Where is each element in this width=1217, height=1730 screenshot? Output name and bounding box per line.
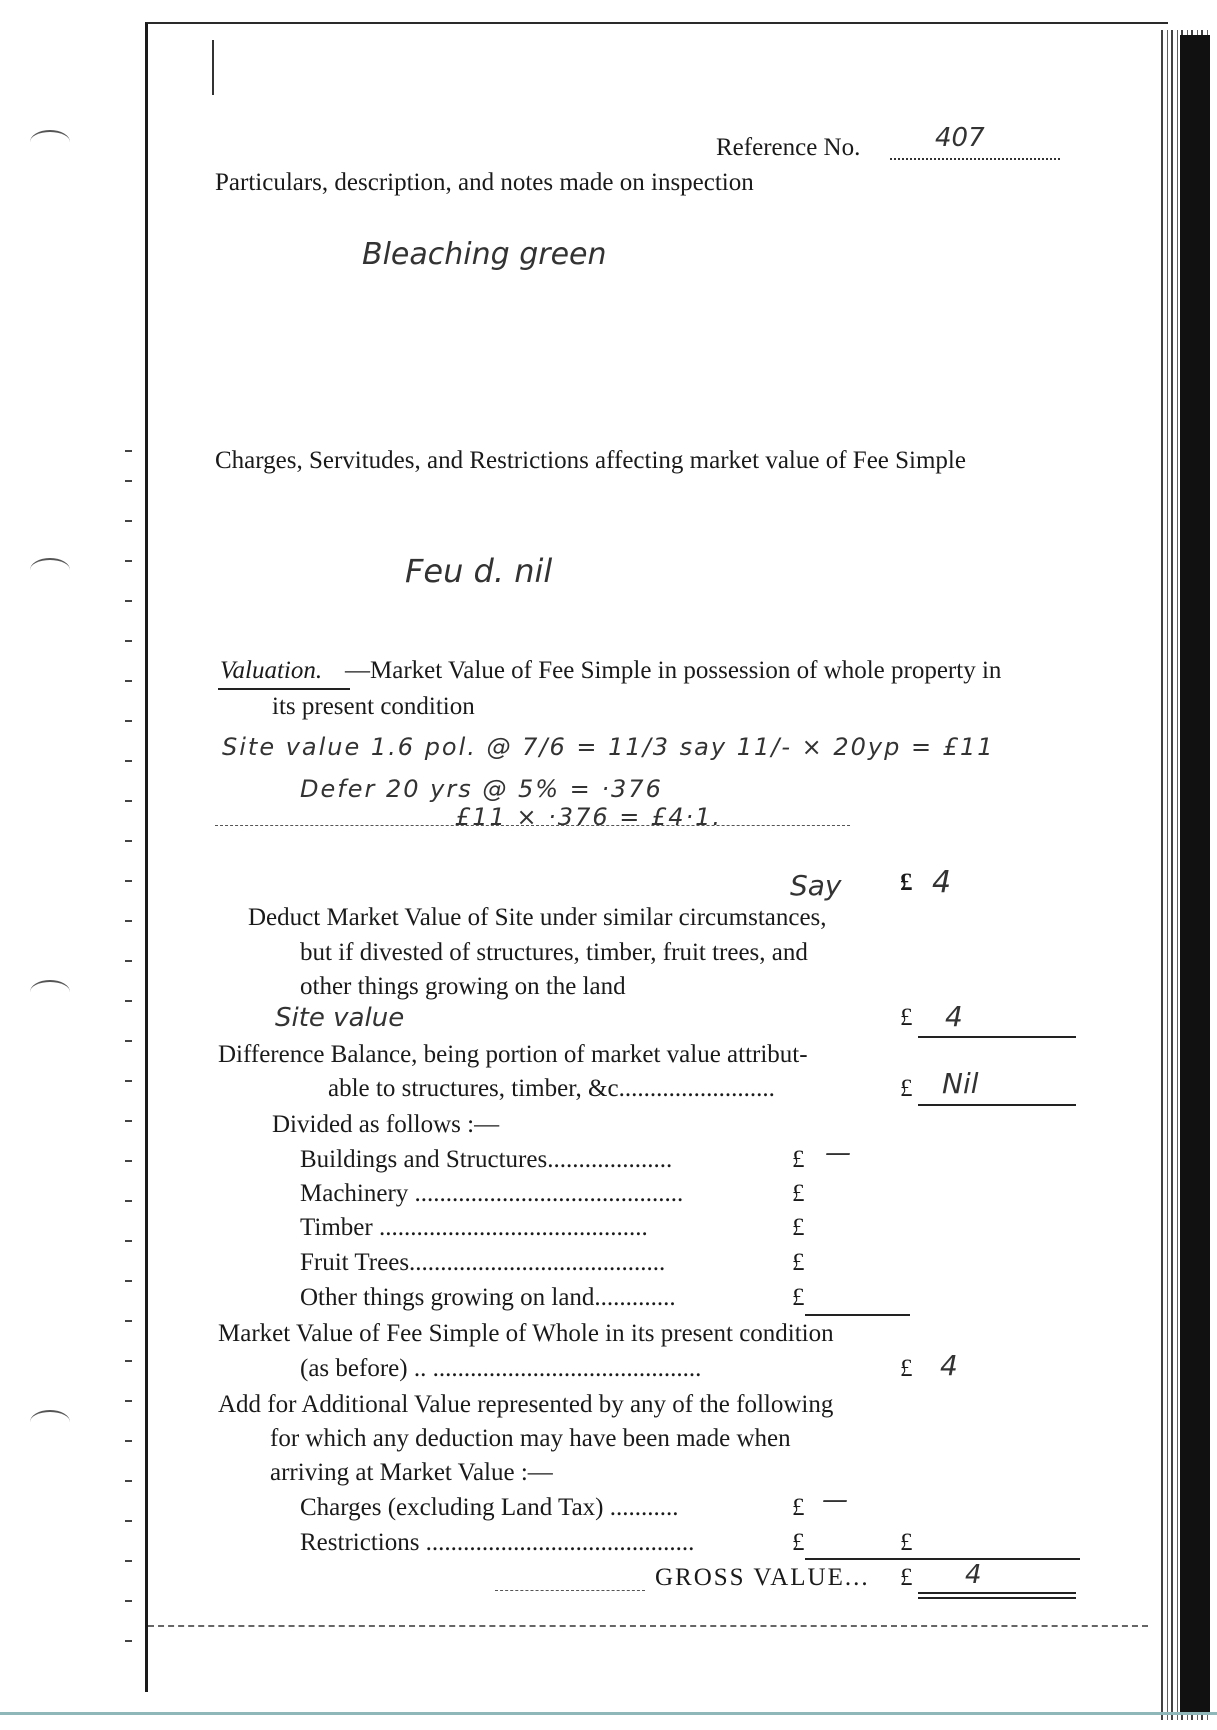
add-item-label: Charges (excluding Land Tax) ........... bbox=[300, 1494, 679, 1521]
currency-symbol: £ bbox=[900, 1355, 913, 1382]
divided-item-value: — bbox=[825, 1138, 851, 1168]
say-label: Say bbox=[790, 869, 842, 902]
add-line2: for which any deduction may have been made when bbox=[270, 1425, 791, 1452]
margin-mark bbox=[212, 40, 214, 95]
deduct-line2: but if divested of structures, timber, fruit trees, and bbox=[300, 939, 808, 966]
margin-tick bbox=[125, 1040, 132, 1042]
reference-label: Reference No. bbox=[716, 134, 861, 161]
currency-symbol: £ bbox=[792, 1214, 805, 1241]
currency-symbol: £ bbox=[792, 1249, 805, 1276]
add-line1: Add for Additional Value represented by any of the following bbox=[218, 1391, 834, 1418]
margin-tick bbox=[125, 640, 132, 642]
margin-tick bbox=[125, 1520, 132, 1522]
difference-rule bbox=[918, 1104, 1076, 1106]
margin-tick bbox=[125, 1400, 132, 1402]
margin-tick bbox=[125, 1480, 132, 1482]
margin-tick bbox=[125, 840, 132, 842]
margin-tick bbox=[125, 720, 132, 722]
reference-value: 407 bbox=[935, 123, 985, 153]
currency-symbol: £ bbox=[900, 869, 913, 896]
margin-tick bbox=[125, 520, 132, 522]
margin-tick bbox=[125, 1560, 132, 1562]
margin-tick bbox=[125, 1280, 132, 1282]
deduct-note: Site value bbox=[275, 1003, 405, 1033]
currency-symbol: £ bbox=[792, 1146, 805, 1173]
binding-edge bbox=[1180, 35, 1210, 1715]
margin-tick bbox=[125, 1440, 132, 1442]
difference-line1: Difference Balance, being portion of market value attribut- bbox=[218, 1041, 808, 1068]
margin-tick bbox=[125, 1320, 132, 1322]
difference-value: Nil bbox=[942, 1067, 979, 1100]
divided-item-label: Timber ........................................... bbox=[300, 1214, 648, 1241]
valuation-label-line2: its present condition bbox=[272, 693, 475, 720]
bottom-border bbox=[148, 1625, 1148, 1627]
say-value: 4 bbox=[932, 865, 952, 900]
valuation-label: —Market Value of Fee Simple in possession of whole property in bbox=[345, 657, 1002, 684]
currency-symbol: £ bbox=[900, 1564, 913, 1591]
margin-tick bbox=[125, 960, 132, 962]
margin-tick bbox=[125, 680, 132, 682]
margin-tick bbox=[125, 920, 132, 922]
margin-tick bbox=[125, 1160, 132, 1162]
margin-tick bbox=[125, 1240, 132, 1242]
add-total-rule bbox=[805, 1558, 1080, 1560]
margin-tick bbox=[125, 800, 132, 802]
calc-separator bbox=[215, 825, 850, 826]
currency-symbol: £ bbox=[900, 1004, 913, 1031]
margin-tick bbox=[125, 480, 132, 482]
currency-symbol: £ bbox=[792, 1180, 805, 1207]
divided-item-label: Other things growing on land............. bbox=[300, 1284, 676, 1311]
particulars-label: Particulars, description, and notes made on inspection bbox=[215, 169, 754, 196]
particulars-note: Bleaching green bbox=[362, 237, 607, 272]
deduct-line3: other things growing on the land bbox=[300, 973, 626, 1000]
add-item-label: Restrictions ........................................... bbox=[300, 1529, 695, 1556]
charges-label: Charges, Servitudes, and Restrictions affecting market value of Fee Simple bbox=[215, 447, 966, 474]
gross-dash bbox=[495, 1590, 645, 1591]
gross-value: 4 bbox=[965, 1560, 982, 1590]
divided-total-rule bbox=[805, 1314, 910, 1316]
valuation-underline bbox=[218, 688, 350, 690]
valuation-calc-line3: £11 × ·376 = £4·1. bbox=[455, 803, 723, 831]
punch-hole bbox=[30, 130, 70, 154]
valuation-label-italic: Valuation. bbox=[220, 657, 323, 684]
margin-tick bbox=[125, 1200, 132, 1202]
deduct-line1: Deduct Market Value of Site under similar circumstances, bbox=[248, 904, 827, 931]
deduct-rule bbox=[918, 1036, 1076, 1038]
margin-tick bbox=[125, 760, 132, 762]
margin-tick bbox=[125, 1080, 132, 1082]
divided-item-label: Buildings and Structures.................... bbox=[300, 1146, 673, 1173]
valuation-calc-line1: Site value 1.6 pol. @ 7/6 = 11/3 say 11/- × 20yp = £11 bbox=[222, 733, 995, 761]
divided-item-label: Fruit Trees......................................... bbox=[300, 1249, 666, 1276]
currency-symbol: £ bbox=[792, 1284, 805, 1311]
currency-symbol: £ bbox=[792, 1529, 805, 1556]
add-line3: arriving at Market Value :— bbox=[270, 1459, 553, 1486]
divided-label: Divided as follows :— bbox=[272, 1111, 500, 1138]
difference-line2: able to structures, timber, &c......................... bbox=[328, 1075, 775, 1102]
market-whole-line2: (as before) .. ........................................... bbox=[300, 1355, 702, 1382]
margin-tick bbox=[125, 1640, 132, 1642]
valuation-calc-line2: Defer 20 yrs @ 5% = ·376 bbox=[300, 775, 663, 803]
scan-edge bbox=[0, 1712, 1217, 1715]
punch-hole bbox=[30, 558, 70, 582]
punch-hole bbox=[30, 980, 70, 1004]
margin-tick bbox=[125, 1360, 132, 1362]
margin-tick bbox=[125, 1600, 132, 1602]
margin-tick bbox=[125, 880, 132, 882]
market-whole-value: 4 bbox=[940, 1349, 958, 1382]
gross-rule bbox=[918, 1592, 1076, 1594]
margin-tick bbox=[125, 1000, 132, 1002]
market-whole-line1: Market Value of Fee Simple of Whole in its present condition bbox=[218, 1320, 834, 1347]
reference-rule bbox=[890, 158, 1060, 160]
punch-hole bbox=[30, 1410, 70, 1434]
currency-symbol: £ bbox=[792, 1494, 805, 1521]
margin-tick bbox=[125, 560, 132, 562]
margin-tick bbox=[125, 1120, 132, 1122]
gross-label: GROSS VALUE... bbox=[655, 1564, 870, 1591]
deduct-value: 4 bbox=[945, 1000, 963, 1033]
gross-double-rule bbox=[918, 1597, 1076, 1599]
divided-item-label: Machinery ........................................... bbox=[300, 1180, 684, 1207]
margin-tick bbox=[125, 450, 132, 452]
charges-note: Feu d. nil bbox=[405, 552, 553, 590]
currency-symbol: £ bbox=[900, 1529, 913, 1556]
margin-tick bbox=[125, 600, 132, 602]
currency-symbol: £ bbox=[900, 1075, 913, 1102]
add-item-value: — bbox=[822, 1485, 848, 1515]
